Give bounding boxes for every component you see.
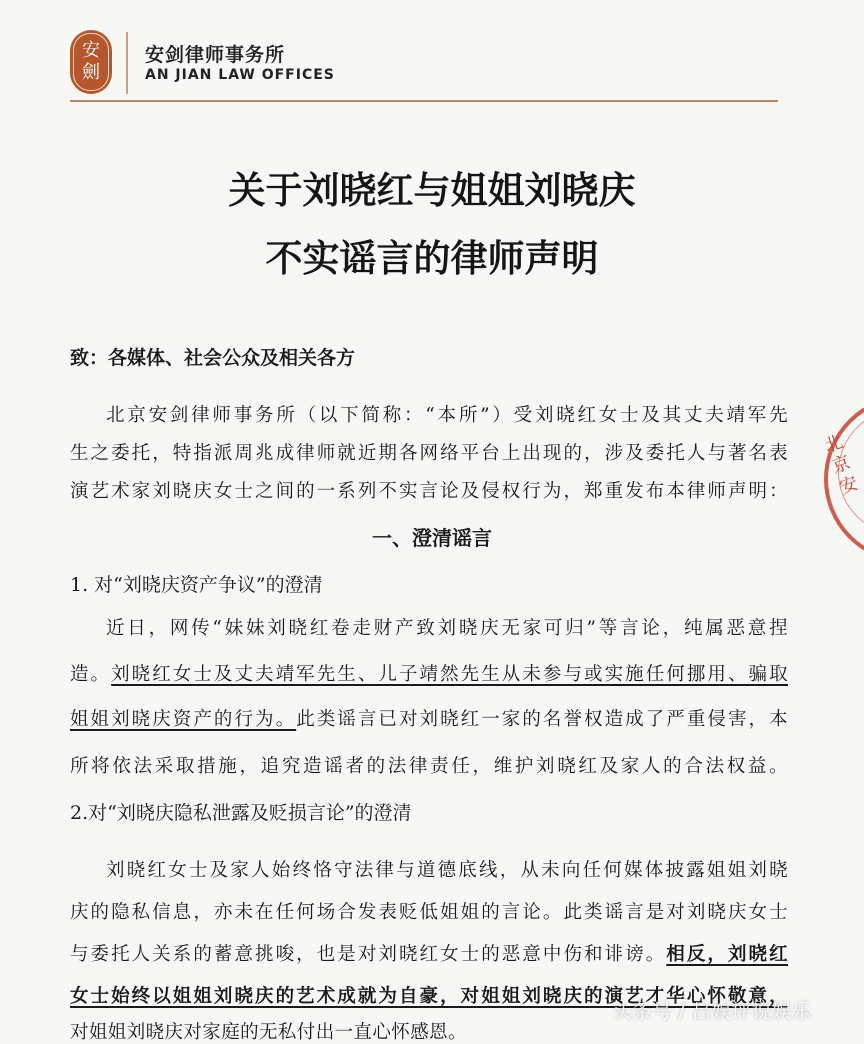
sub1-line-3-rest: 此类谣言已对刘晓红一家的名誉权造成了严重侵害，本 xyxy=(296,709,788,730)
document-title-line-2: 不实谣言的律师声明 xyxy=(265,237,599,280)
firm-name-cn: 安剑律师事务所 xyxy=(145,44,286,66)
header-rule xyxy=(70,100,778,102)
sub1-line-3 xyxy=(70,705,788,731)
subsection-2-heading: 2.对“刘晓庆隐私泄露及贬损言论”的澄清 xyxy=(70,802,412,824)
source-watermark: 头条号 / 吕娱评说娱乐 xyxy=(612,999,812,1023)
sub2-line-5: 对姐姐刘晓庆对家庭的无私付出一直心怀感恩。 xyxy=(70,1022,467,1043)
sub1-line-2 xyxy=(70,660,788,686)
addressee: 致：各媒体、社会公众及相关各方 xyxy=(70,347,356,369)
sub2-line-3 xyxy=(70,940,788,966)
sub1-line-4: 所将依法采取措施，追究造谣者的法律责任，维护刘晓红及家人的合法权益。 xyxy=(70,756,788,777)
firm-logo-icon xyxy=(70,30,112,94)
sub1-line-2-prefix: 造。 xyxy=(70,664,112,685)
official-stamp-text: 北京安 xyxy=(821,431,861,499)
logo-divider xyxy=(126,32,128,94)
intro-line-1: 北京安剑律师事务所（以下简称：“本所”）受刘晓红女士及其丈夫靖军先 xyxy=(106,405,788,426)
sub2-line-3-emphasis: 相反，刘晓红 xyxy=(666,944,788,965)
sub2-line-3-prefix: 与委托人关系的蓄意挑唆，也是对刘晓红女士的恶意中伤和诽谤。 xyxy=(70,944,667,965)
firm-name-en: AN JIAN LAW OFFICES xyxy=(145,67,335,83)
subsection-1-heading: 1. 对“刘晓庆资产争议”的澄清 xyxy=(70,574,323,596)
document-title-line-1: 关于刘晓红与姐姐刘晓庆 xyxy=(228,169,636,212)
sub2-line-2: 庆的隐私信息，亦未在任何场合发表贬低姐姐的言论。此类谣言是对刘晓庆女士 xyxy=(70,902,788,923)
section-heading: 一、澄清谣言 xyxy=(372,526,492,550)
sub1-line-2-emphasis: 刘晓红女士及丈夫靖军先生、儿子靖然先生从未参与或实施任何挪用、骗取 xyxy=(111,664,788,685)
sub2-line-4-emphasis: 女士始终以姐姐刘晓庆的艺术成就为自豪，对姐姐刘晓庆的演艺才华心怀敬意， xyxy=(70,986,788,1007)
logo-glyph-top: 安 xyxy=(82,40,100,61)
intro-line-3: 演艺术家刘晓庆女士之间的一系列不实言论及侵权行为，郑重发布本律师声明： xyxy=(70,481,788,502)
logo-glyph-bottom: 劍 xyxy=(82,62,100,83)
sub1-line-3-emphasis: 姐姐刘晓庆资产的行为。 xyxy=(70,709,297,730)
sub1-line-1: 近日，网传“妹妹刘晓红卷走财产致刘晓庆无家可归”等言论，纯属恶意捏 xyxy=(106,618,788,639)
intro-line-2: 生之委托，特指派周兆成律师就近期各网络平台上出现的，涉及委托人与著名表 xyxy=(70,443,788,464)
sub2-line-1: 刘晓红女士及家人始终恪守法律与道德底线，从未向任何媒体披露姐姐刘晓 xyxy=(106,860,788,881)
